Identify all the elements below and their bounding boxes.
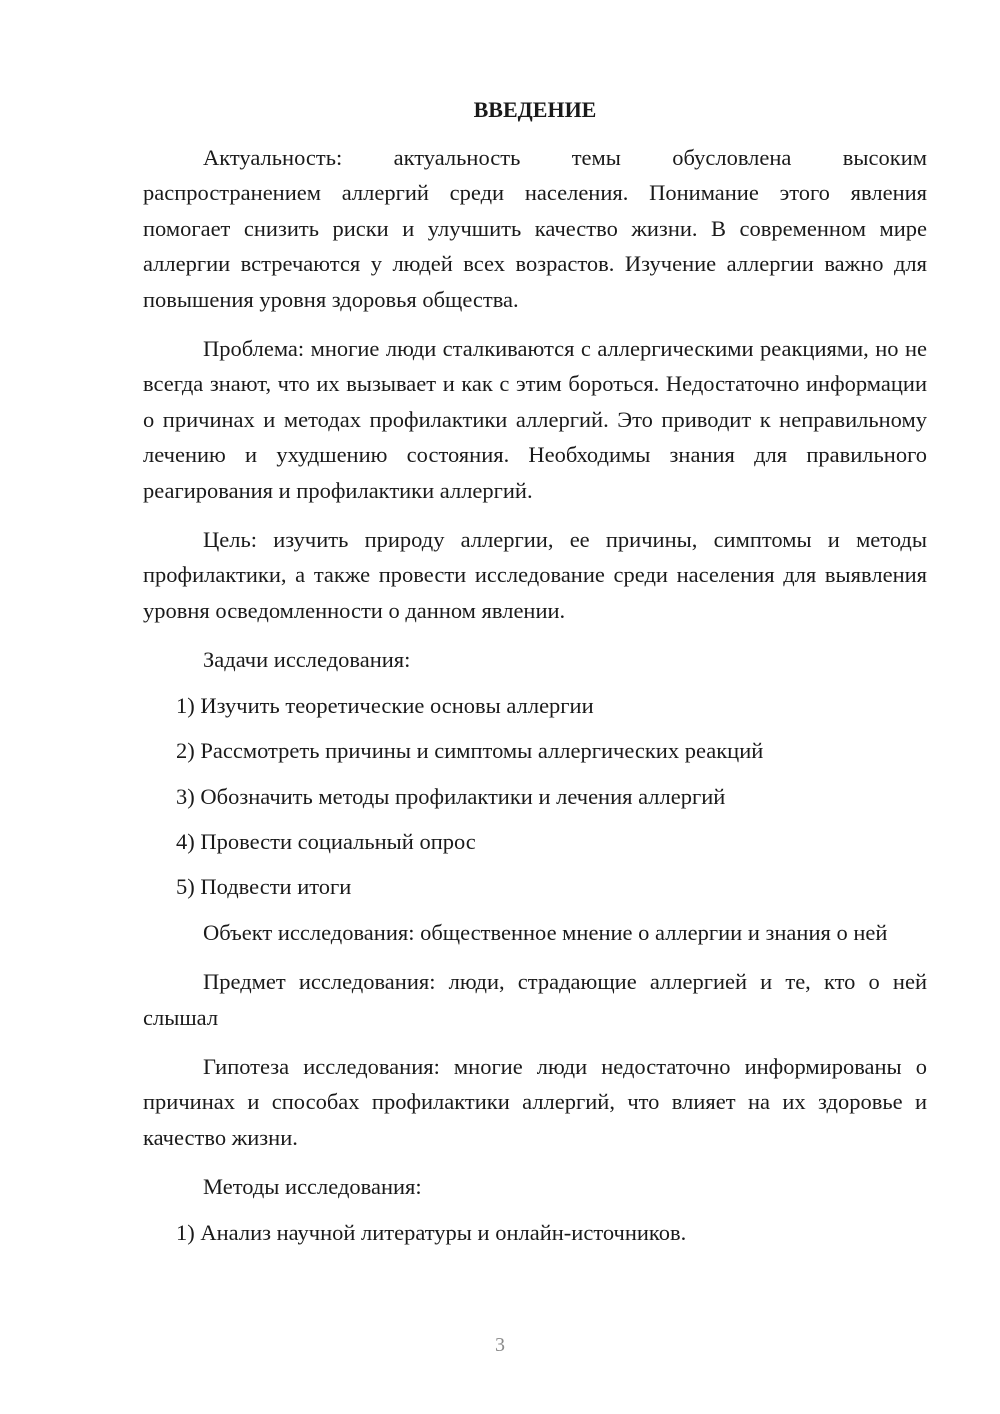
relevance-paragraph: Актуальность: актуальность темы обусловлена высоким распространением аллергий среди населения. Понимание этого явления помогает снизить риски и улучшить качество жизни. В современном мире аллергии встречаются у людей всех возрастов. Изучение аллергии важно для повышения уровня здоровья общества. [143, 145, 927, 312]
list-item: 1) Анализ научной литературы и онлайн-источников. [176, 1219, 687, 1245]
list-item: 2) Рассмотреть причины и симптомы аллергических реакций [176, 738, 764, 764]
goal-paragraph: Цель: изучить природу аллергии, ее причины, симптомы и методы профилактики, а также провести исследование среди населения для выявления уровня осведомленности о данном явлении. [143, 527, 927, 623]
methods-heading: Методы исследования: [203, 1174, 422, 1200]
list-item: 1) Изучить теоретические основы аллергии [176, 692, 594, 718]
hypothesis-paragraph: Гипотеза исследования: многие люди недостаточно информированы о причинах и способах профилактики аллергий, что влияет на их здоровье и качество жизни. [143, 1053, 927, 1150]
object-paragraph: Объект исследования: общественное мнение о аллергии и знания о ней [203, 919, 888, 945]
list-item: 5) Подвести итоги [176, 874, 352, 900]
list-item: 3) Обозначить методы профилактики и лечения аллергий [176, 783, 726, 809]
tasks-list [143, 688, 927, 905]
page-number: 3 [495, 1334, 505, 1356]
page-content [143, 94, 927, 1260]
list-item: 4) Провести социальный опрос [176, 828, 476, 854]
methods-list [143, 1215, 927, 1250]
problem-paragraph: Проблема: многие люди сталкиваются с аллергическими реакциями, но не всегда знают, что их вызывает и как с этим бороться. Недостаточно информации о причинах и методах профилактики аллергий. Это приводит к неправильному лечению и ухудшению состояния. Необходимы знания для правильного реагирования и профилактики аллергий. [143, 336, 927, 503]
tasks-heading: Задачи исследования: [203, 647, 411, 673]
subject-paragraph: Предмет исследования: люди, страдающие аллергией и те, кто о ней слышал [143, 969, 927, 1030]
section-title: ВВЕДЕНИЕ [473, 97, 597, 122]
